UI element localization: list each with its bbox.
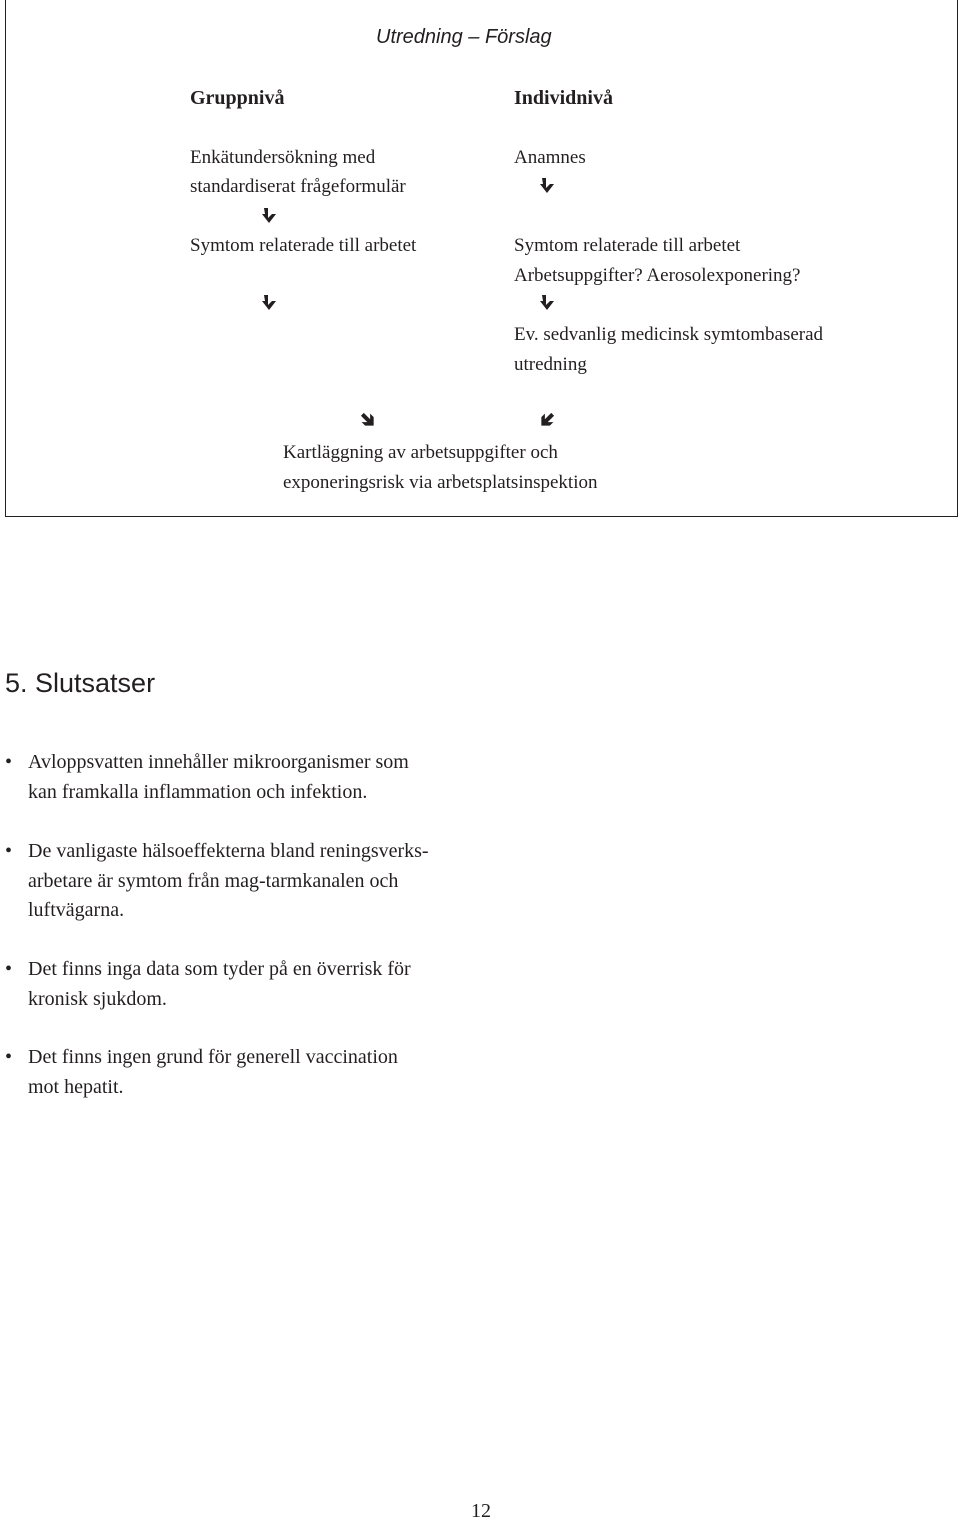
bullet-line: Det finns inga data som tyder på en överrisk för — [28, 958, 411, 980]
bullet-icon: • — [5, 958, 13, 980]
arrow-down-icon — [259, 205, 279, 225]
list-item — [5, 1043, 475, 1102]
section-heading: 5. Slutsatser — [5, 668, 156, 698]
individual-level-heading: Individnivå — [514, 87, 613, 109]
group-step1-line2: standardiserat frågeformulär — [190, 176, 406, 197]
bullet-icon: • — [5, 751, 13, 773]
bullet-line: mot hepatit. — [28, 1075, 124, 1098]
merge-line1: Kartläggning av arbetsuppgifter och — [283, 442, 558, 463]
bullet-icon: • — [5, 840, 13, 862]
list-item — [5, 955, 475, 1014]
bullet-line: kronisk sjukdom. — [28, 987, 167, 1010]
bullet-line: Det finns ingen grund för generell vaccination — [28, 1046, 398, 1068]
arrow-down-icon — [537, 175, 557, 195]
individual-step2-line2: Arbetsuppgifter? Aerosolexponering? — [514, 265, 801, 286]
list-item — [5, 837, 475, 926]
arrow-down-right-icon — [358, 410, 378, 430]
individual-step3-line2: utredning — [514, 354, 587, 375]
group-step1-line1: Enkätundersökning med — [190, 147, 376, 168]
arrow-down-left-icon — [537, 410, 557, 430]
diagram-title: Utredning – Förslag — [376, 26, 552, 48]
bullet-line: kan framkalla inflammation och infektion. — [28, 780, 368, 803]
individual-step3-line1: Ev. sedvanlig medicinsk symtombaserad — [514, 324, 824, 345]
list-item — [5, 748, 475, 807]
merge-line2: exponeringsrisk via arbetsplatsinspektion — [283, 472, 598, 493]
bullet-line: luftvägarna. — [28, 899, 125, 921]
bullet-line: Avloppsvatten innehåller mikroorganismer som — [28, 751, 409, 773]
individual-step1: Anamnes — [514, 147, 586, 168]
bullet-line: De vanligaste hälsoeffekterna bland reningsverks- — [28, 840, 429, 862]
arrow-down-icon — [259, 292, 279, 312]
bullet-icon: • — [5, 1046, 13, 1068]
group-level-heading: Gruppnivå — [190, 87, 285, 109]
page-number: 12 — [471, 1500, 491, 1522]
group-step2: Symtom relaterade till arbetet — [190, 235, 417, 256]
bullet-line: arbetare är symtom från mag-tarmkanalen och — [28, 869, 399, 892]
arrow-down-icon — [537, 292, 557, 312]
individual-step2-line1: Symtom relaterade till arbetet — [514, 235, 741, 256]
